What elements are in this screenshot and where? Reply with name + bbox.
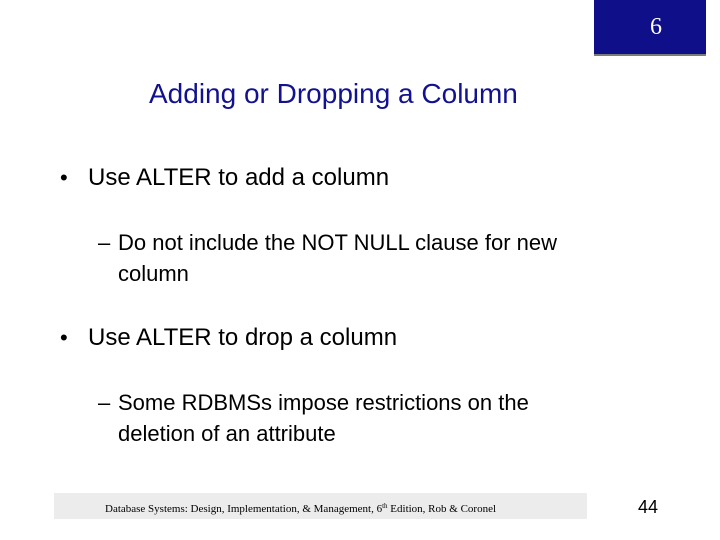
- sub-bullet-item: [0, 387, 720, 457]
- sub-bullet-line: Do not include the NOT NULL clause for new: [118, 230, 558, 255]
- sub-bullet-line: column: [118, 261, 189, 286]
- page-number: 44: [638, 497, 659, 517]
- footer-citation: [105, 502, 496, 515]
- footer-citation-prefix: Database Systems: Design, Implementation, & Management, 6: [105, 503, 383, 515]
- sub-bullet-marker: –: [98, 230, 111, 255]
- sub-bullet-marker: –: [98, 390, 111, 415]
- bullet-marker: •: [60, 165, 68, 190]
- sub-bullet-text: [118, 227, 678, 289]
- badge-shadow: [594, 54, 706, 56]
- chapter-number-badge: 6: [594, 0, 706, 54]
- bullet-text: Use ALTER to add a column: [88, 164, 390, 191]
- footer-citation-suffix: Edition, Rob & Coronel: [387, 503, 497, 515]
- sub-bullet-line: deletion of an attribute: [118, 421, 336, 446]
- bullet-text: Use ALTER to drop a column: [88, 324, 398, 351]
- sub-bullet-text: [118, 387, 678, 449]
- bullet-marker: •: [60, 325, 68, 350]
- footer-citation-superscript: th: [382, 502, 388, 510]
- sub-bullet-item: [0, 227, 720, 297]
- slide-title: Adding or Dropping a Column: [149, 78, 518, 109]
- sub-bullet-line: Some RDBMSs impose restrictions on the: [118, 390, 529, 415]
